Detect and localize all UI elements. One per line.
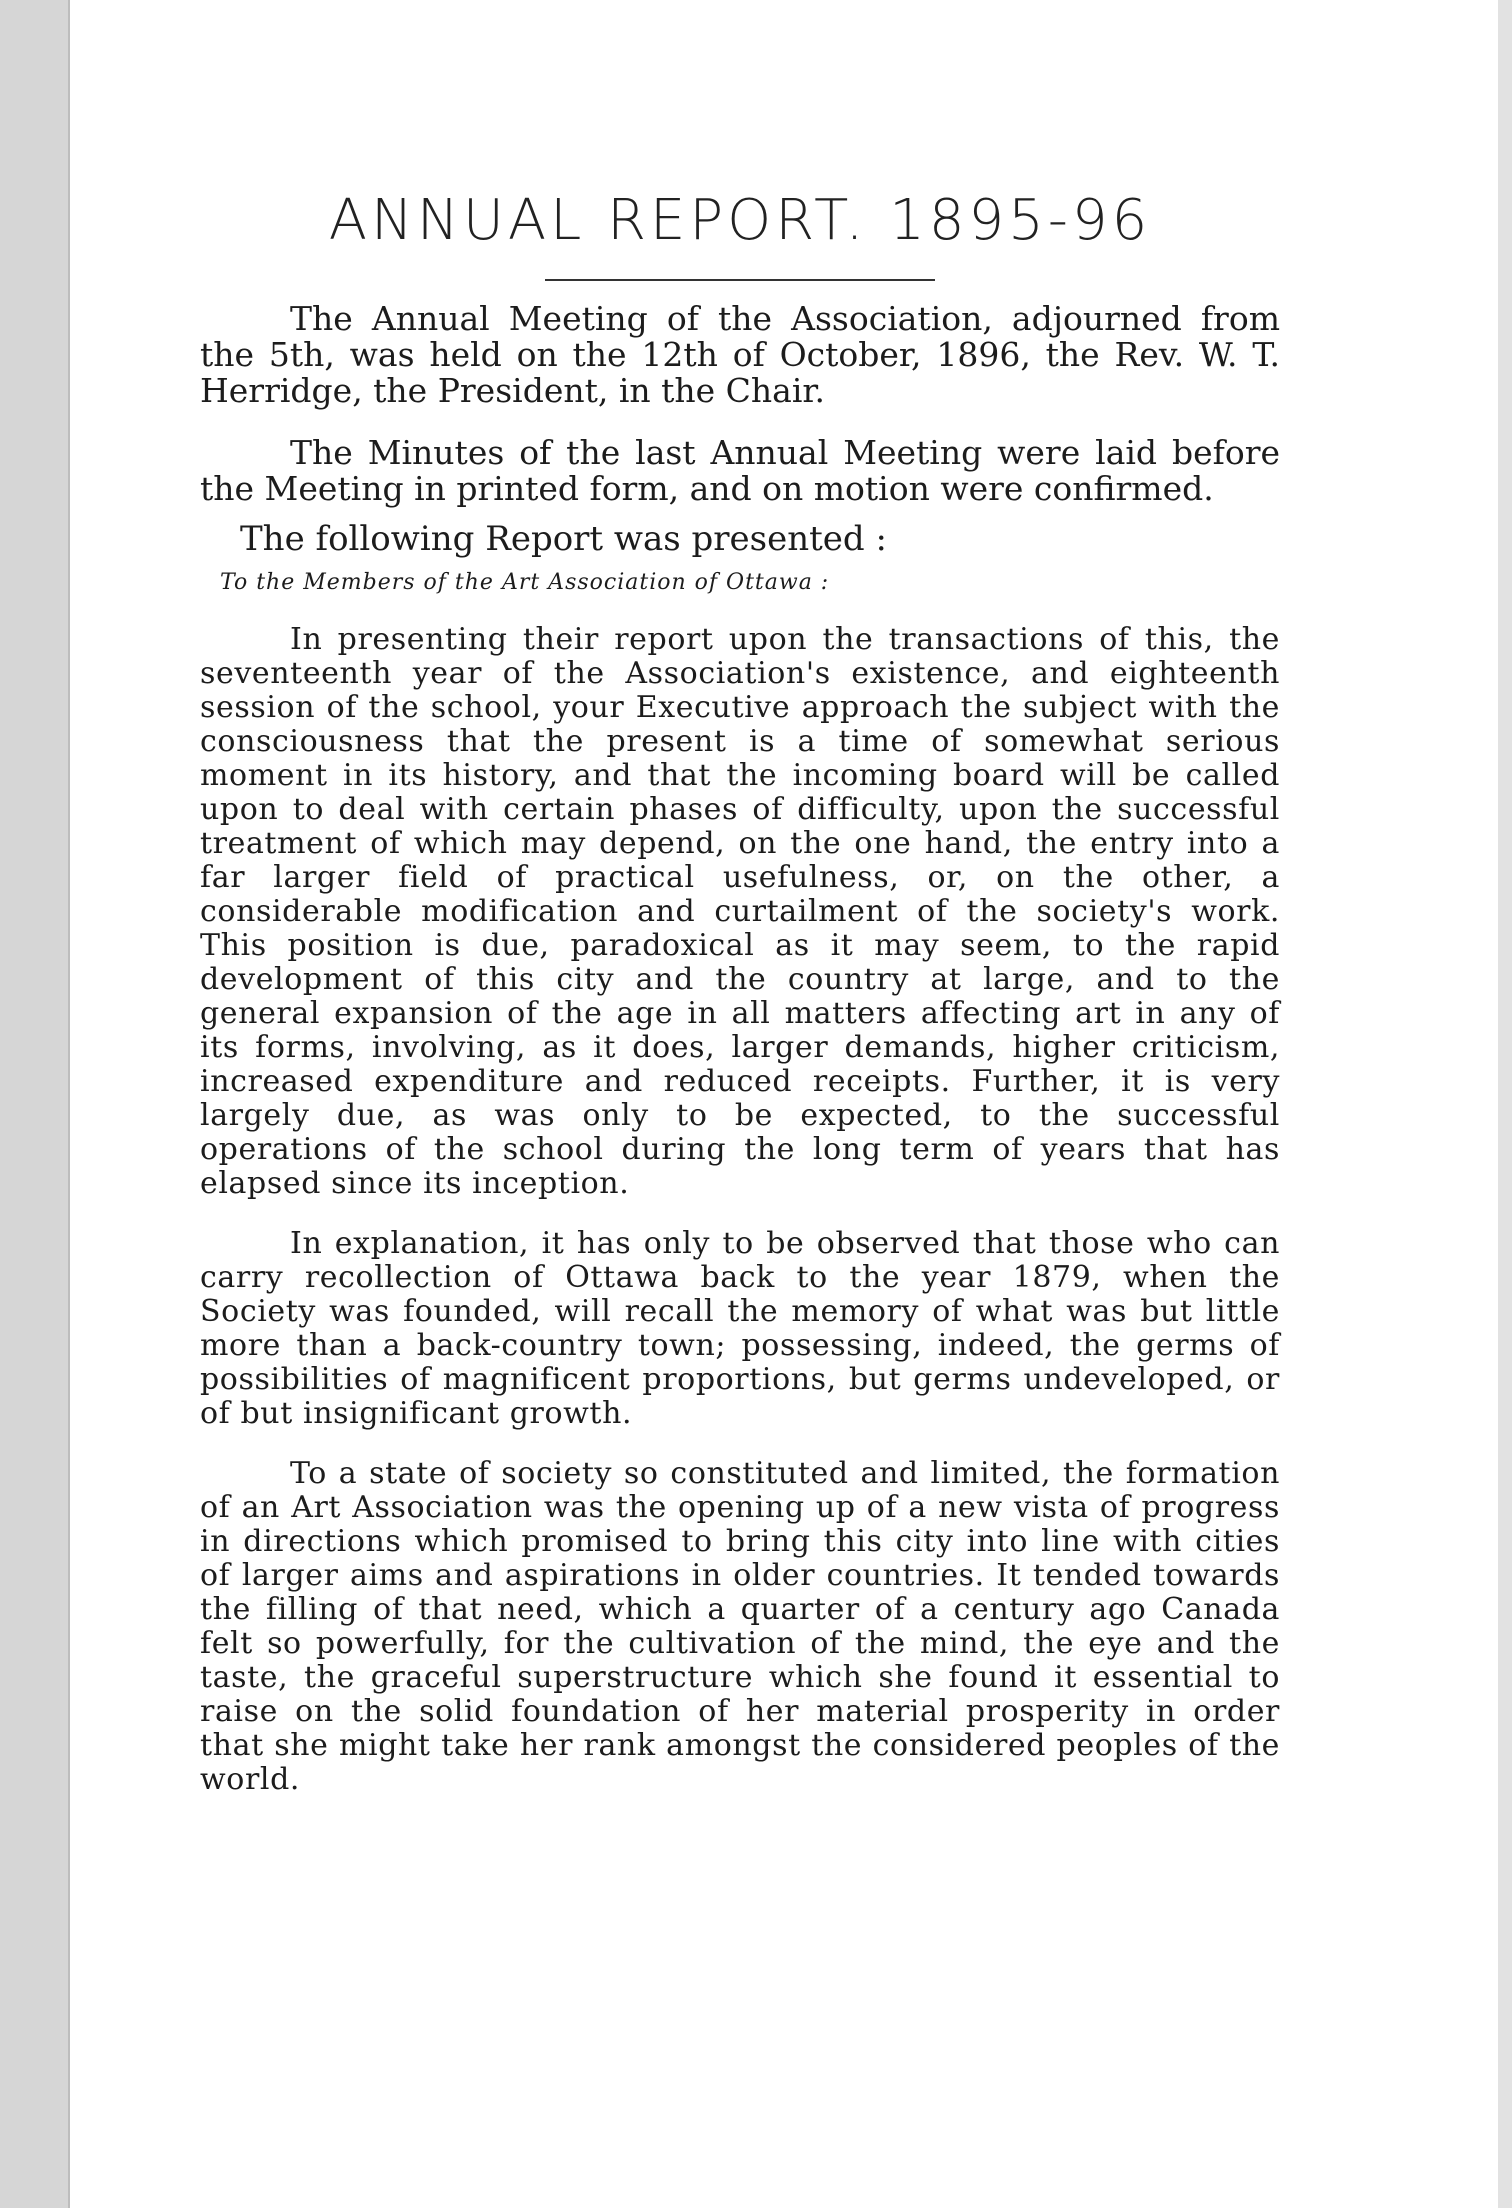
paragraph-report-body: In presenting their report upon the transactions of this, the seventeenth year of the Association's existence, and eighteenth session of the school, your Executive approach the subject with the consciousness that the present is a time of somewhat serious moment in its history, and that the incoming board will be called upon to deal with certain phases of difficulty, upon the successful treatment of which may depend, on the one hand, the entry into a far larger field of practical usefulness, or, on the other, a considerable modification and curtailment of the society's work. This position is due, paradoxical as it may seem, to the rapid development of this city and the country at large, and to the general expansion of the age in all matters affecting art in any of its forms, involving, as it does, larger demands, higher criticism, increased expenditure and reduced receipts. Further, it is very largely due, as was only to be expected, to the successful operations of the school during the long term of years that has elapsed since its inception. (200, 622, 1280, 1201)
title-divider (545, 279, 935, 281)
paragraph-annual-meeting: The Annual Meeting of the Association, adjourned from the 5th, was held on the 12th of October, 1896, the Rev. W. T. Herridge, the President, in the Chair. (200, 299, 1280, 410)
document-page (200, 170, 1280, 1797)
page-gutter-right (1498, 0, 1512, 2208)
salutation: To the Members of the Art Association of Ottawa : (220, 570, 830, 595)
page-title: ANNUAL REPORT. 1895-96 (328, 188, 1152, 253)
paragraph-report-presented: The following Report was presented : (240, 519, 887, 559)
page-gutter-left (0, 0, 70, 2208)
paragraph-society-state: To a state of society so constituted and limited, the formation of an Art Association was the opening up of a new vista of progress in directions which promised to bring this city into line with cities of larger aims and aspirations in older countries. It tended towards the filling of that need, which a quarter of a century ago Canada felt so powerfully, for the cultivation of the mind, the eye and the taste, the graceful superstructure which she found it essential to raise on the solid foundation of her material prosperity in order that she might take her rank amongst the considered peoples of the world. (200, 1456, 1280, 1797)
paragraph-explanation: In explanation, it has only to be observed that those who can carry recollection of Ottawa back to the year 1879, when the Society was founded, will recall the memory of what was but little more than a back-country town; possessing, indeed, the germs of possibilities of magnificent proportions, but germs undeveloped, or of but insignificant growth. (200, 1226, 1280, 1431)
paragraph-minutes: The Minutes of the last Annual Meeting were laid before the Meeting in printed form, and on motion were confirmed. (200, 433, 1280, 508)
